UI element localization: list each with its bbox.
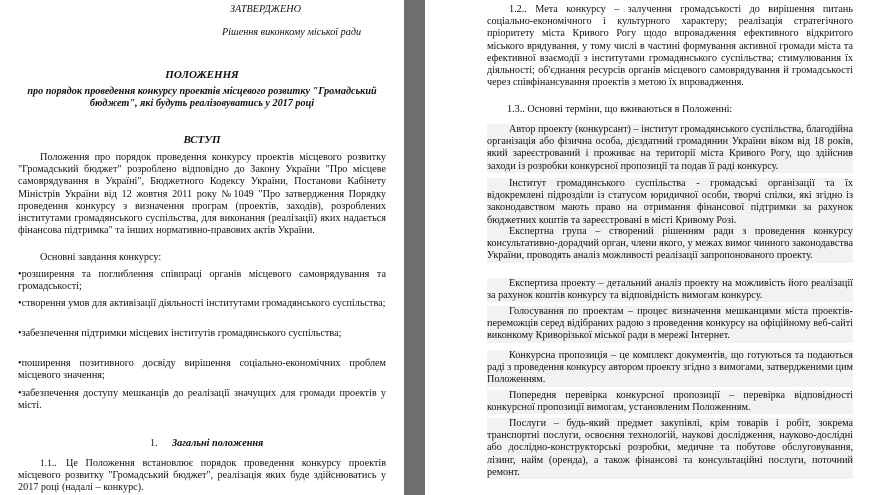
document-title: ПОЛОЖЕННЯ [165,69,239,81]
intro-heading: ВСТУП [183,134,221,146]
item-1-3-heading: 1.3.. Основні терміни, що вживаються в Положенні: [507,104,733,115]
term-civil-society: Інститут громадянського суспільства - громадські організації та їх відокремлені підрозділи із статусом юридичної особи, творчі спілки, які згідно із законодавством мають право на отримання фінансової підтримки за рахунок бюджетних коштів та зареєстровані в місті Кривому Розі. [487,178,853,226]
item-1-2-paragraph: 1.2.. Мета конкурсу – залучення громадськості до вирішення питань соціально-економічного і культурного характеру; реалізація стратегічного пріоритету міста Кривого Рогу щодо впровадження ефективного відкритого міського врядування, у тому числі в частині формування активної громади міста та ефективної взаємодії з інститутами громадянського суспільства; стимулювання їх діяльності; об'єднання ресурсів органів місцевого самоврядування й громадськості через співфінансування проектів з метою їх впровадження. [487,4,853,89]
term-proposal: Конкурсна пропозиція – це комплект документів, що готуються та подаються раді з проведення конкурсу автором проекту згідно з вимогами, затвердженими цим Положенням. [487,350,853,386]
intro-paragraph: Положення про порядок проведення конкурсу проектів місцевого розвитку "Громадський бюджет" розроблено відповідно до Закону України "Про місцеве самоврядування в Україні", Бюджетного Кодексу України, Постанови Кабінету Міністрів України від 12 жовтня 2011 року №1049 "Про затвердження Порядку проведення конкурсу з визначення програм (проектів, заходів), розроблених інститутами громадянського суспільства, для виконання (реалізації) яких надається фінансова підтримка" та інших нормативно-правових актів України. [18,152,386,237]
task-item-5: •забезпечення доступу мешканців до реалізації значущих для громади проектів у місті. [18,388,386,412]
page-gutter [404,0,425,495]
term-project-expertise: Експертиза проекту – детальний аналіз проекту на можливість його реалізації за рахунок коштів конкурсу та відповідність вимогам конкурсу. [487,278,853,302]
approval-title: ЗАТВЕРДЖЕНО [230,4,301,15]
term-author: Автор проекту (конкурсант) – інститут громадянського суспільства, благодійна організація або фізична особа, дієздатний громадянин України віком від 18 років, який зареєстрований і проживає на території міста Кривого Рогу, що здійснив заходи із розробки конкурсної пропозиції та подав її раді конкурсу. [487,124,853,172]
item-1-1-number: 1.1.. [40,459,57,469]
term-voting: Голосування по проектам – процес визначення мешканцями міста проектів-переможців серед відібраних радою з проведення конкурсу на офіційному веб-сайті виконкому Криворізької міської ради в мережі Інтернет. [487,306,853,342]
tasks-heading: Основні завдання конкурсу: [40,252,162,263]
document-subtitle: про порядок проведення конкурсу проектів місцевого розвитку "Громадський бюджет", які будуть реалізовуватись у 2017 році [27,86,377,110]
term-expert-group: Експертна група – створений рішенням ради з проведення конкурсу консультативно-дорадчий орган, члени якого, у межах вимог чинного законодавства України, проводять аналіз можливості реалізації запропонованого проекту. [487,226,853,262]
task-item-4: •поширення позитивного досвіду вирішення соціально-економічних проблем місцевого значення; [18,358,386,382]
term-services: Послуги – будь-який предмет закупівлі, крім товарів і робіт, зокрема транспортні послуги, освоєння технологій, наукові дослідження, науково-дослідні або дослідно-конструкторські розробки, медичне та побутове обслуговування, лізинг, найм (оренда), а також фінансові та консультаційні послуги, поточний ремонт. [487,418,853,478]
section-1-title: Загальні положення [172,438,264,449]
task-item-3: •забезпечення підтримки місцевих інститутів громадянського суспільства; [18,328,342,339]
term-preliminary-check: Попередня перевірка конкурсної пропозиції – перевірка відповідності конкурсної пропозиції вимогам, установленим Положенням. [487,390,853,414]
item-1-1-text: Це Положення встановлює порядок проведення конкурсу проектів місцевого розвитку "Громадський бюджет", реалізація яких буде здійснюватись у 2017 році (надалі – конкурс). [18,458,386,494]
document-page-left [0,0,404,495]
task-item-1: •розширення та поглиблення співпраці органів місцевого самоврядування та громадськості; [18,269,386,293]
approval-subtitle: Рішення виконкому міської ради [222,27,362,38]
section-1-number: 1. [150,438,158,449]
task-item-2: •створення умов для активізації діяльності інститутами громадянського суспільства; [18,298,386,309]
document-page-right [425,0,869,495]
